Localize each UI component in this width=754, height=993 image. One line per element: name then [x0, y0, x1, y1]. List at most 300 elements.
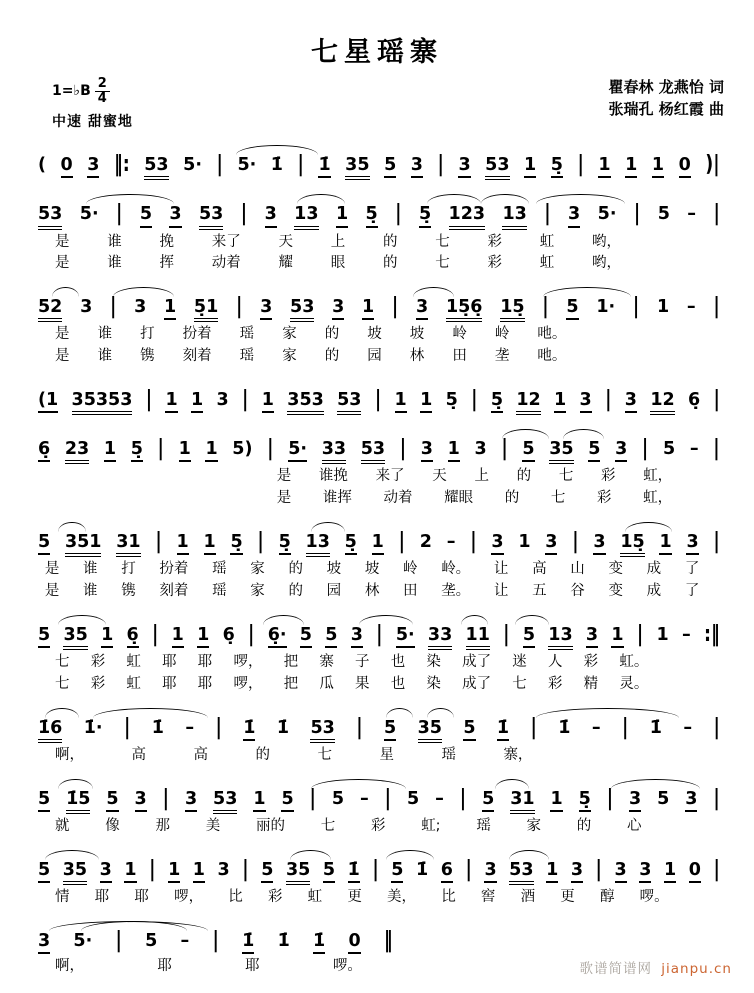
note-token: 1: [197, 625, 209, 648]
note-token: 1: [395, 390, 407, 413]
note-token: 1̇: [270, 155, 283, 176]
music-system: [38, 847, 720, 907]
lyric-syllable: 耶: [162, 653, 177, 670]
note-token: 3: [416, 297, 428, 320]
note-token: 6: [441, 860, 453, 883]
lyric-syllable: 是: [55, 348, 70, 365]
barline: |: [391, 294, 399, 320]
barline: |: [713, 387, 720, 413]
lyric-syllable: 酒: [520, 888, 536, 905]
note-token: 3: [639, 860, 651, 883]
note-token: –: [681, 624, 691, 645]
music-system: [38, 776, 720, 836]
lyric-syllable: 家: [282, 326, 297, 343]
lyric-syllable: 彩: [370, 817, 386, 834]
lyric-syllable: 的: [324, 326, 340, 343]
note-token: 5: [482, 789, 494, 812]
note-token: 3: [593, 532, 605, 555]
note-token: 1̇5: [66, 789, 90, 814]
barline: |: [465, 857, 472, 883]
note-token: 6̣: [222, 624, 235, 645]
lyric-syllable: 岭: [403, 561, 418, 578]
barline: |: [530, 715, 537, 741]
note-token: 3: [87, 155, 99, 178]
note-token: 3: [615, 439, 627, 462]
lyric-syllable: 精: [583, 675, 599, 692]
note-token: 5: [145, 930, 158, 951]
barline: |: [145, 387, 153, 413]
lyric-syllable: 啊，: [55, 957, 85, 974]
note-token: 1: [659, 532, 671, 555]
note-token: 3: [615, 860, 627, 883]
note-token: 353: [287, 390, 324, 415]
note-token: 5̣: [579, 789, 591, 812]
lyric-syllable: 彩: [267, 888, 283, 905]
note-token: 1: [124, 860, 136, 883]
lyric-syllable: 谁: [83, 561, 98, 578]
music-line: [38, 519, 720, 557]
lyric-syllable: 动着: [383, 490, 413, 507]
note-token: 3: [38, 931, 50, 954]
note-token: 5: [106, 789, 118, 812]
note-token: 1: [362, 297, 374, 320]
note-token: 5: [522, 439, 534, 462]
music-system: [38, 191, 720, 273]
slur-arc: [52, 287, 79, 297]
lyric-syllable: 上: [330, 233, 346, 250]
note-token: 1̇: [243, 718, 255, 741]
note-token: 5: [38, 860, 50, 883]
slur-arc: [536, 708, 679, 718]
note-token: 1: [420, 390, 432, 413]
note-token: (: [38, 155, 46, 176]
note-token: 1: [101, 625, 113, 648]
slur-arc: [509, 850, 550, 860]
note-token: 5: [140, 204, 152, 227]
note-token: 53: [199, 204, 223, 229]
lyric-syllable: 瑶: [239, 326, 255, 343]
note-token: 3: [260, 297, 272, 320]
note-token: 13: [306, 532, 330, 557]
lyric-syllable: 的: [324, 348, 340, 365]
note-token: 35: [286, 860, 310, 885]
note-token: 5: [523, 625, 535, 648]
note-token: –: [435, 788, 444, 809]
barline: |: [257, 529, 264, 555]
lyric-syllable: 田: [452, 348, 467, 365]
lyric-syllable: 彩: [597, 490, 612, 507]
music-system: [38, 612, 720, 694]
slur-arc: [290, 850, 331, 860]
barline: |: [605, 387, 612, 413]
lyric-syllable: 那: [155, 817, 171, 834]
note-token: 53: [361, 439, 385, 464]
lyric-syllable: 天: [432, 468, 447, 485]
note-token: 35353: [72, 390, 133, 415]
lyric-syllable: 耶: [162, 675, 177, 692]
note-token: 1: [336, 204, 348, 227]
barline: |: [572, 529, 579, 555]
note-token: 3: [458, 155, 470, 178]
note-token: 5: [325, 625, 337, 648]
slur-arc: [58, 779, 92, 789]
note-token: 1: [204, 532, 216, 555]
lyric-syllable: 谁: [107, 233, 122, 250]
slur-arc: [45, 708, 79, 718]
note-token: 52: [38, 297, 62, 322]
barline: |: [459, 786, 467, 812]
music-line: [38, 142, 720, 180]
note-token: 1: [554, 390, 566, 413]
note-token: 1: [656, 297, 670, 318]
lyric-syllable: 谁挽: [318, 468, 348, 485]
slur-arc: [93, 708, 209, 718]
note-token: 53: [144, 155, 168, 180]
lyric-syllable: 是: [276, 468, 292, 485]
note-token: 1̇: [497, 718, 509, 741]
lyric-syllable: 虹。: [619, 653, 649, 670]
lyric-syllable: 彩: [547, 675, 563, 692]
barline: |: [123, 715, 131, 741]
note-token: –: [687, 204, 697, 225]
note-token: 5·: [79, 204, 99, 225]
note-token: 3: [411, 155, 423, 178]
lyric-syllable: 虹: [539, 233, 555, 250]
key-tempo-block: [52, 77, 133, 131]
barline: |: [240, 201, 248, 227]
note-token: 5: [463, 718, 475, 741]
slur-arc: [495, 779, 529, 789]
music-line: [38, 377, 720, 415]
note-token: 6̣: [688, 390, 701, 411]
note-token: 53: [509, 860, 533, 885]
barline: |: [713, 294, 720, 320]
note-token: 3: [568, 204, 580, 227]
note-token: 1: [179, 439, 191, 462]
lyric-syllable: 耀眼: [444, 490, 474, 507]
note-token: 3: [629, 789, 641, 812]
note-token: 12: [516, 390, 540, 415]
lyric-syllable: 是: [44, 582, 60, 599]
note-token: 5: [331, 788, 345, 809]
credit-composer: 张瑞孔 杨红霞 曲: [608, 99, 724, 118]
lyric-syllable: 来了: [375, 468, 405, 485]
lyric-syllable: 情: [55, 888, 70, 905]
barline: |: [501, 436, 508, 462]
note-token: 53: [290, 297, 314, 322]
barline: |: [398, 529, 405, 555]
note-token: 1̇: [277, 930, 290, 951]
barline: |: [503, 622, 510, 648]
note-token: 23: [65, 439, 89, 464]
note-token: 5̣: [279, 532, 291, 555]
barline: |: [155, 529, 162, 555]
note-token: 3: [80, 297, 93, 318]
lyric-syllable: 迷: [512, 653, 527, 670]
slur-arc: [86, 194, 175, 204]
note-token: 5̣: [419, 204, 431, 227]
note-token: 1: [625, 155, 637, 178]
note-token: 1̇: [416, 859, 429, 880]
barline: |: [376, 622, 383, 648]
barline: |: [215, 715, 222, 741]
lyric-syllable: 挽: [159, 233, 175, 250]
time-signature-denominator: 4: [97, 90, 107, 106]
lyric-syllable: 啰。: [639, 888, 669, 905]
slur-arc: [413, 287, 454, 297]
barline: |: [713, 715, 720, 741]
lyric-line: [55, 347, 567, 366]
lyric-syllable: 醇: [599, 888, 615, 905]
lyric-syllable: 变: [608, 561, 623, 578]
note-token: 3: [216, 390, 229, 411]
lyric-syllable: 虹;: [421, 817, 441, 834]
lyric-syllable: 眼: [330, 255, 346, 272]
note-token: 53: [485, 155, 509, 180]
lyric-syllable: 镌: [140, 348, 155, 365]
barline: |: [470, 529, 477, 555]
note-token: 15̣: [500, 297, 524, 322]
lyric-syllable: 来了: [211, 233, 241, 250]
barline: |: [544, 201, 551, 227]
lyric-syllable: 的: [576, 817, 592, 834]
barline: |: [713, 857, 720, 883]
note-token: 3: [134, 297, 147, 318]
lyric-syllable: 镌: [121, 582, 136, 599]
lyric-syllable: 虹: [126, 653, 141, 670]
note-token: 5·: [183, 155, 202, 176]
note-token: 5̣: [230, 532, 242, 555]
note-token: 15̣6̣: [446, 297, 483, 322]
note-token: 3: [545, 532, 557, 555]
lyric-syllable: 家: [526, 817, 542, 834]
lyric-syllable: 瑶: [441, 746, 456, 763]
slur-arc: [45, 850, 100, 860]
lyric-syllable: 的: [383, 233, 398, 250]
lyric-syllable: 岭。: [441, 561, 471, 578]
note-token: 3: [100, 860, 112, 883]
lyric-syllable: 的: [516, 468, 532, 485]
note-token: 3: [332, 297, 344, 320]
note-token: 1̇6: [38, 718, 62, 743]
note-token: –: [591, 717, 601, 738]
barline: |: [115, 927, 122, 953]
slur-arc: [502, 429, 550, 439]
note-token: 53: [337, 390, 361, 415]
note-token: 0: [689, 860, 701, 883]
note-token: 5: [38, 532, 50, 555]
lyric-syllable: 窖: [480, 888, 496, 905]
lyric-syllable: 岭: [494, 326, 510, 343]
note-token: 2: [419, 531, 432, 552]
lyric-syllable: 比: [228, 888, 243, 905]
note-token: 1̇·: [83, 717, 103, 738]
lyric-syllable: 是: [55, 326, 70, 343]
lyric-syllable: 瑶: [212, 582, 227, 599]
lyric-syllable: 高: [532, 561, 547, 578]
note-token: 5): [232, 439, 253, 460]
note-token: 35: [345, 155, 369, 180]
note-token: –: [446, 531, 456, 552]
note-token: –: [689, 439, 699, 460]
lyric-syllable: 耶: [245, 957, 260, 974]
lyric-syllable: 刻着: [182, 348, 212, 365]
slur-arc: [543, 287, 632, 297]
barline: |: [384, 786, 392, 812]
lyric-syllable: 让: [493, 582, 509, 599]
lyric-syllable: 坡: [326, 561, 342, 578]
barline: |: [399, 436, 407, 462]
barline: |: [471, 387, 478, 413]
lyric-syllable: 七: [55, 675, 70, 692]
lyric-line: [55, 888, 669, 907]
note-token: 1: [193, 860, 205, 883]
lyric-line: [55, 653, 648, 672]
lyric-syllable: 彩: [583, 653, 599, 670]
slur-arc: [427, 708, 454, 718]
lyric-syllable: 丽的: [255, 817, 285, 834]
slur-arc: [49, 921, 209, 931]
slur-arc: [311, 779, 406, 789]
slur-arc: [386, 850, 434, 860]
lyric-syllable: 挥: [159, 255, 175, 272]
lyric-syllable: 彩: [90, 675, 106, 692]
note-token: 5·: [288, 439, 307, 462]
lyric-syllable: 家: [250, 582, 265, 599]
slur-arc: [58, 522, 85, 532]
watermark: [579, 957, 732, 977]
note-token: 3: [135, 789, 147, 812]
note-token: 31: [116, 532, 140, 557]
barline: |: [577, 152, 584, 178]
lyric-line: [55, 233, 621, 252]
barline: )|: [705, 152, 720, 178]
note-token: 5̣: [345, 532, 357, 555]
note-token: 53: [38, 204, 62, 229]
music-system: [38, 426, 720, 508]
note-token: 5̣: [445, 390, 458, 411]
note-token: (1: [38, 390, 58, 413]
lyric-syllable: 瑶: [239, 348, 255, 365]
note-token: 5: [384, 155, 396, 178]
note-token: 5: [657, 788, 670, 809]
lyric-syllable: 了: [684, 561, 700, 578]
note-token: 0: [679, 155, 691, 178]
note-token: 1̇: [348, 860, 360, 883]
lyric-syllable: 是: [55, 255, 70, 272]
lyric-syllable: 垄: [494, 348, 510, 365]
lyric-syllable: 家: [250, 561, 265, 578]
lyric-syllable: 田: [403, 582, 418, 599]
lyric-syllable: 垄。: [441, 582, 471, 599]
note-token: 35: [418, 718, 442, 743]
note-token: 3: [474, 439, 487, 460]
note-token: 1: [524, 155, 536, 178]
slur-arc: [515, 615, 549, 625]
note-token: 1: [546, 860, 558, 883]
music-line: [38, 284, 720, 322]
barline: |: [713, 786, 720, 812]
lyric-syllable: 扮着: [159, 561, 189, 578]
lyric-syllable: 美，: [387, 888, 417, 905]
lyric-syllable: 耶: [197, 675, 213, 692]
lyric-syllable: 彩: [487, 233, 503, 250]
lyric-syllable: 瓜: [319, 675, 334, 692]
note-token: 33: [322, 439, 346, 464]
lyric-syllable: 天: [278, 233, 294, 250]
lyric-syllable: 坡: [367, 326, 382, 343]
barline: |: [437, 152, 444, 178]
slur-arc: [297, 194, 345, 204]
credits-block: [609, 77, 724, 121]
lyric-syllable: 耀: [278, 255, 294, 272]
note-token: 1̇: [151, 717, 164, 738]
lyric-line: [55, 746, 532, 765]
key-signature: 1=♭B: [52, 83, 91, 100]
slur-arc: [625, 522, 673, 532]
barline: |: [162, 786, 170, 812]
lyric-syllable: 啊，: [55, 746, 85, 763]
lyric-syllable: 比: [441, 888, 456, 905]
note-token: 5: [406, 788, 420, 809]
barline: |: [216, 152, 223, 178]
lyric-syllable: 染: [426, 675, 441, 692]
note-token: 35: [63, 860, 87, 885]
note-token: 5: [657, 204, 670, 225]
lyric-syllable: 也: [390, 653, 406, 670]
note-token: 1̇: [649, 717, 662, 738]
lyric-line: [45, 560, 700, 579]
barline: :‖: [703, 622, 720, 648]
note-token: 13: [502, 204, 526, 229]
note-token: 1: [448, 439, 460, 462]
note-token: 5: [300, 625, 312, 648]
note-token: 3: [625, 390, 637, 413]
barline: |: [636, 622, 644, 648]
lyric-syllable: 园: [367, 348, 382, 365]
note-token: 5·: [237, 155, 257, 176]
barline: |: [309, 786, 316, 812]
note-token: 1̇: [558, 717, 571, 738]
music-line: [38, 918, 393, 954]
music-system: [38, 519, 720, 601]
lyric-syllable: 寨，: [503, 746, 533, 763]
barline: |: [713, 529, 720, 555]
barline: |: [395, 201, 402, 227]
lyric-syllable: 七: [55, 653, 70, 670]
slur-arc: [611, 779, 700, 789]
note-token: 5̣: [491, 390, 503, 413]
lyric-syllable: 山: [570, 561, 585, 578]
note-token: 35: [63, 625, 87, 650]
barline: |: [248, 622, 255, 648]
slur-arc: [481, 194, 529, 204]
lyric-syllable: 上: [474, 468, 489, 485]
lyric-syllable: 是: [55, 233, 70, 250]
note-token: 1: [656, 624, 669, 645]
lyric-syllable: 成了: [462, 653, 492, 670]
note-token: 1: [262, 390, 274, 413]
lyric-syllable: 虹，: [643, 468, 673, 485]
lyric-syllable: 更: [560, 888, 575, 905]
lyric-syllable: 园: [326, 582, 342, 599]
note-token: 3: [265, 204, 277, 227]
lyric-syllable: 七: [550, 490, 566, 507]
note-token: 1: [205, 439, 217, 462]
lyric-syllable: 林: [364, 582, 380, 599]
slur-arc: [236, 145, 318, 155]
lyric-syllable: 果: [355, 675, 370, 692]
